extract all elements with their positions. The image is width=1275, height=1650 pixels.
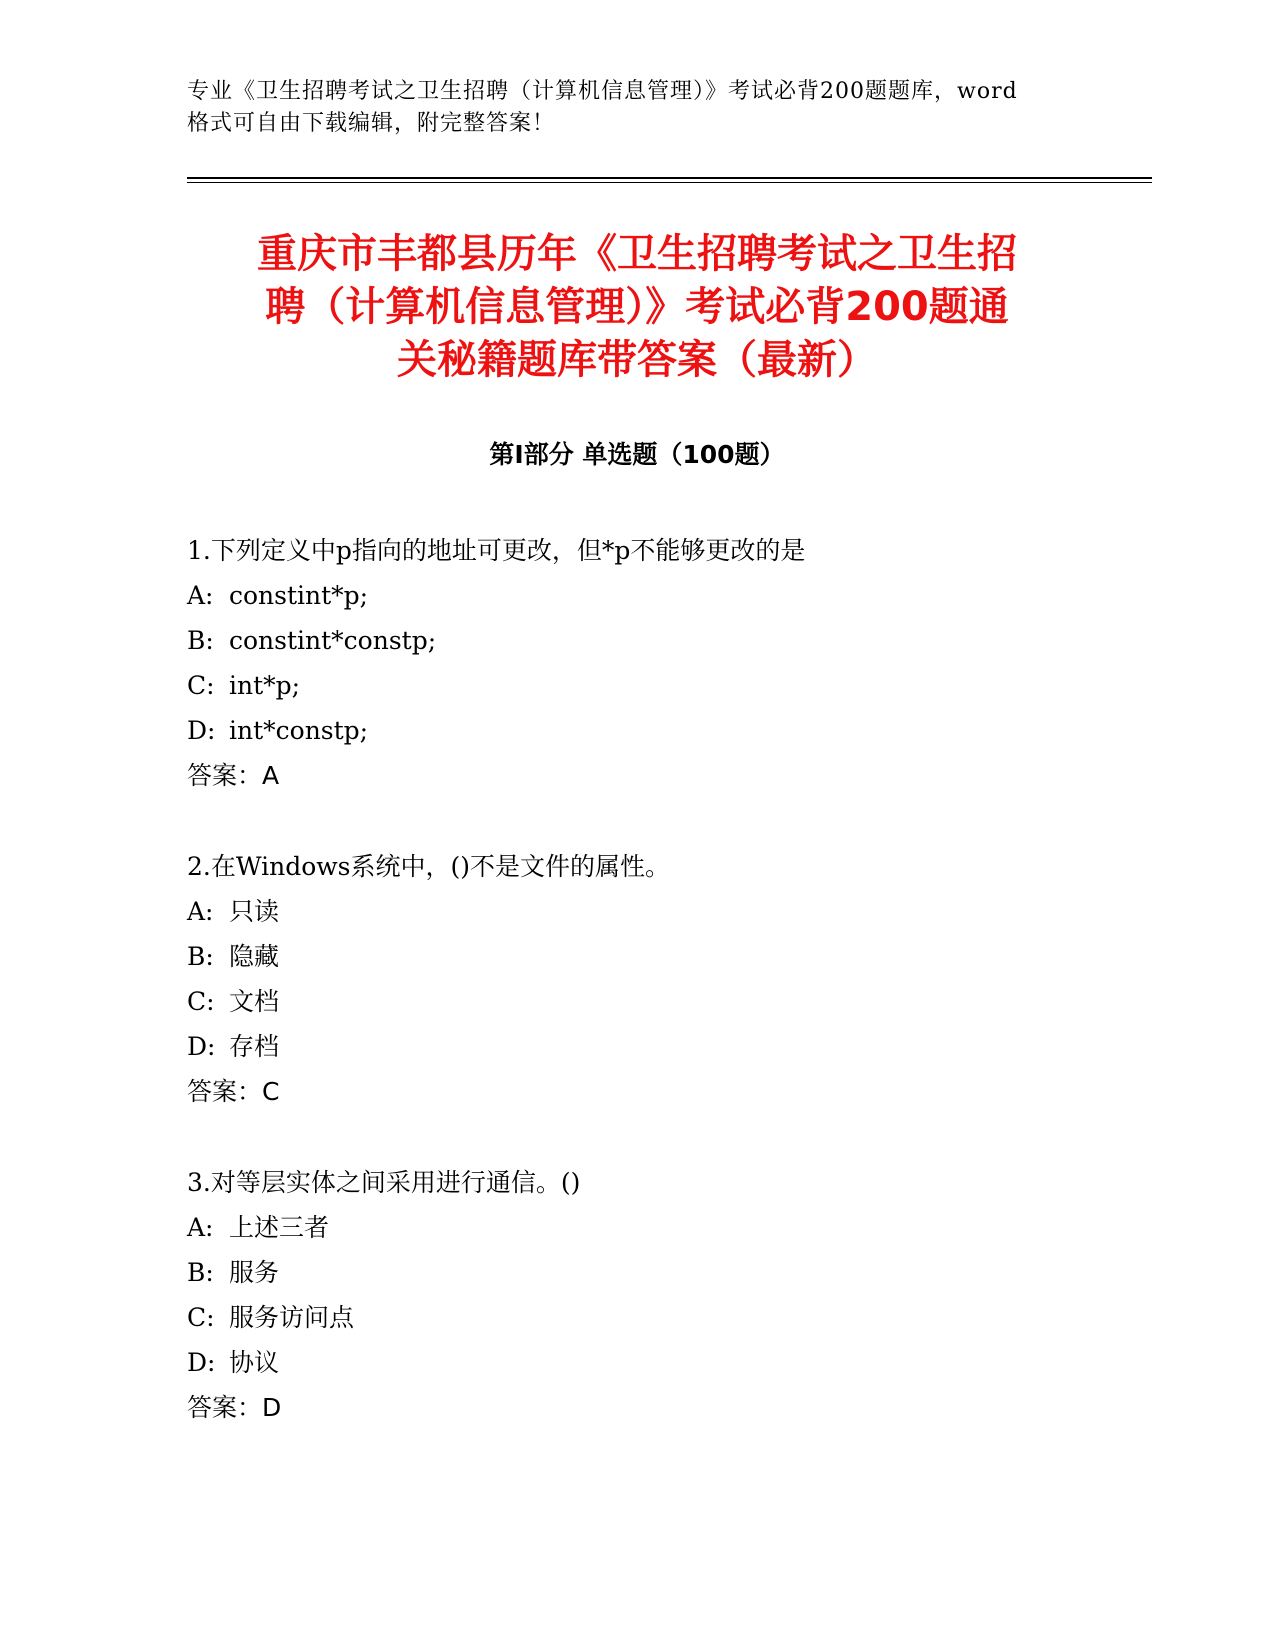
option-c bbox=[187, 663, 1147, 708]
question-stem: 2.在Windows系统中，()不是文件的属性。 bbox=[187, 852, 670, 881]
header-note bbox=[187, 76, 1087, 140]
answer: 答案：C bbox=[187, 1077, 280, 1106]
option-text: 文档 bbox=[229, 987, 280, 1016]
option-label: B: bbox=[187, 1258, 214, 1287]
question-2 bbox=[187, 844, 1147, 1114]
option-label: A: bbox=[187, 897, 214, 926]
document-title-line-2: 聘（计算机信息管理）》考试必背200题通 bbox=[265, 284, 1009, 330]
option-text: 上述三者 bbox=[229, 1213, 330, 1242]
option-text: constint*constp; bbox=[229, 626, 437, 655]
option-label: A: bbox=[187, 581, 214, 610]
header-note-line-1: 专业《卫生招聘考试之卫生招聘（计算机信息管理）》考试必背200题题库，word bbox=[187, 79, 1018, 104]
option-label: C: bbox=[187, 1303, 215, 1332]
option-text: int*constp; bbox=[229, 716, 369, 745]
option-a bbox=[187, 1205, 1147, 1250]
answer: 答案：A bbox=[187, 761, 280, 790]
option-text: int*p; bbox=[229, 671, 301, 700]
section-title: 第Ⅰ部分 单选题（100题） bbox=[489, 440, 785, 469]
option-a bbox=[187, 889, 1147, 934]
option-label: C: bbox=[187, 987, 215, 1016]
header-divider-thin bbox=[187, 182, 1152, 183]
option-d bbox=[187, 708, 1147, 753]
header-divider-thick bbox=[187, 177, 1152, 179]
question-1 bbox=[187, 528, 1147, 798]
option-label: A: bbox=[187, 1213, 214, 1242]
option-b bbox=[187, 618, 1147, 663]
question-3 bbox=[187, 1160, 1147, 1430]
document-title-line-3: 关秘籍题库带答案（最新） bbox=[397, 337, 877, 383]
option-d bbox=[187, 1340, 1147, 1385]
option-c bbox=[187, 979, 1147, 1024]
document-title-line-1: 重庆市丰都县历年《卫生招聘考试之卫生招 bbox=[257, 231, 1017, 277]
option-label: C: bbox=[187, 671, 215, 700]
option-text: 隐藏 bbox=[229, 942, 280, 971]
option-c bbox=[187, 1295, 1147, 1340]
option-text: 服务 bbox=[229, 1258, 280, 1287]
header-note-line-2: 格式可自由下载编辑，附完整答案！ bbox=[187, 111, 556, 136]
option-text: 只读 bbox=[229, 897, 280, 926]
option-a bbox=[187, 573, 1147, 618]
option-label: B: bbox=[187, 626, 214, 655]
option-text: 协议 bbox=[229, 1348, 280, 1377]
option-label: D: bbox=[187, 1348, 216, 1377]
option-label: D: bbox=[187, 1032, 216, 1061]
option-text: 服务访问点 bbox=[229, 1303, 355, 1332]
question-list bbox=[187, 528, 1147, 1476]
option-label: D: bbox=[187, 716, 216, 745]
question-stem: 1.下列定义中p指向的地址可更改，但*p不能够更改的是 bbox=[187, 536, 806, 565]
option-text: constint*p; bbox=[229, 581, 369, 610]
question-stem: 3.对等层实体之间采用进行通信。() bbox=[187, 1168, 581, 1197]
option-b bbox=[187, 1250, 1147, 1295]
document-title bbox=[187, 228, 1087, 387]
option-label: B: bbox=[187, 942, 214, 971]
option-text: 存档 bbox=[229, 1032, 280, 1061]
answer: 答案：D bbox=[187, 1393, 282, 1422]
option-d bbox=[187, 1024, 1147, 1069]
option-b bbox=[187, 934, 1147, 979]
